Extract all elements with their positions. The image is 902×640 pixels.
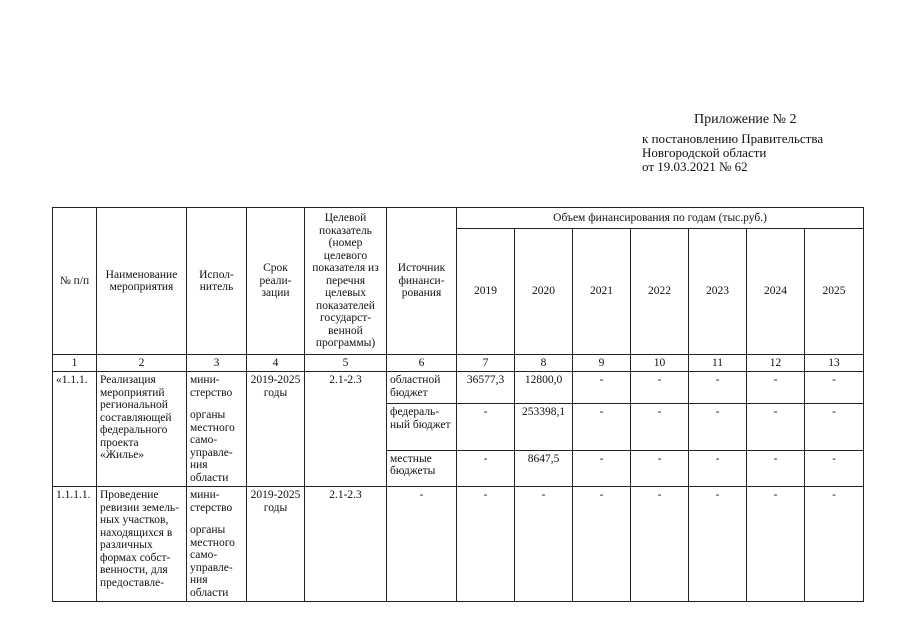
row-value: -: [805, 450, 864, 486]
row-value: -: [573, 372, 631, 404]
row-value: -: [747, 450, 805, 486]
funding-table: [52, 207, 864, 602]
row-value: -: [805, 372, 864, 404]
row-num: 1.1.1.1.: [53, 487, 97, 602]
table-row: [53, 372, 864, 404]
header-executor: Испол-нитель: [187, 208, 247, 355]
header-year: 2019: [457, 229, 515, 355]
column-number: 12: [747, 355, 805, 372]
column-number: 3: [187, 355, 247, 372]
column-number: 8: [515, 355, 573, 372]
row-value: -: [457, 450, 515, 486]
row-value: 8647,5: [515, 450, 573, 486]
row-value: -: [747, 404, 805, 450]
annex-subtitle: [642, 132, 823, 174]
row-source: местные бюджеты: [387, 450, 457, 486]
header-funding-group: Объем финансирования по годам (тыс.руб.): [457, 208, 864, 229]
row-value: -: [689, 372, 747, 404]
row-name: Реализация мероприятий региональной составляющей федерального проекта «Жилье»: [97, 372, 187, 487]
row-value: -: [573, 450, 631, 486]
header-num: № п/п: [53, 208, 97, 355]
column-number: 11: [689, 355, 747, 372]
row-source: -: [387, 487, 457, 602]
row-value: -: [747, 372, 805, 404]
annex-line-1: к постановлению Правительства: [642, 131, 824, 146]
annex-title: Приложение № 2: [694, 112, 797, 127]
row-value: -: [631, 450, 689, 486]
row-name: Проведение ревизии земель-ных участков, находящихся в различных формах собст-венности, для предоставле-: [97, 487, 187, 602]
header-target: Целевой показатель (номер целевого показателя из перечня целевых показателей государст-венной программы): [305, 208, 387, 355]
annex-line-3: от 19.03.2021 № 62: [642, 159, 748, 174]
row-value: 36577,3: [457, 372, 515, 404]
row-source: федераль-ный бюджет: [387, 404, 457, 450]
row-value: -: [805, 487, 864, 602]
column-number: 7: [457, 355, 515, 372]
header-year: 2020: [515, 229, 573, 355]
row-source: областной бюджет: [387, 372, 457, 404]
row-value: 12800,0: [515, 372, 573, 404]
row-value: -: [515, 487, 573, 602]
row-value: -: [689, 487, 747, 602]
column-number: 4: [247, 355, 305, 372]
header-name: Наименование мероприятия: [97, 208, 187, 355]
header-year: 2024: [747, 229, 805, 355]
row-term: 2019-2025 годы: [247, 487, 305, 602]
column-number: 13: [805, 355, 864, 372]
header-source: Источник финанси-рования: [387, 208, 457, 355]
annex-line-2: Новгородской области: [642, 145, 767, 160]
row-target: 2.1-2.3: [305, 372, 387, 487]
table-row: [53, 487, 864, 602]
header-year: 2021: [573, 229, 631, 355]
row-value: -: [747, 487, 805, 602]
row-target: 2.1-2.3: [305, 487, 387, 602]
row-value: -: [457, 487, 515, 602]
column-number: 5: [305, 355, 387, 372]
header-year: 2025: [805, 229, 864, 355]
row-executor: [187, 372, 247, 487]
row-executor: [187, 487, 247, 602]
column-number: 6: [387, 355, 457, 372]
row-value: -: [805, 404, 864, 450]
column-number: 2: [97, 355, 187, 372]
header-term: Срок реали-зации: [247, 208, 305, 355]
row-value: -: [631, 404, 689, 450]
header-year: 2022: [631, 229, 689, 355]
column-number-row: [53, 355, 864, 372]
executor-ministry: мини-стерство: [190, 374, 233, 399]
row-term: 2019-2025 годы: [247, 372, 305, 487]
row-value: -: [631, 372, 689, 404]
row-value: -: [573, 487, 631, 602]
header-year: 2023: [689, 229, 747, 355]
row-value: -: [689, 450, 747, 486]
executor-local: органы местного само-управле-ния области: [190, 409, 235, 484]
row-num: «1.1.1.: [53, 372, 97, 487]
executor-ministry: мини-стерство: [190, 489, 233, 514]
row-value: 253398,1: [515, 404, 573, 450]
column-number: 1: [53, 355, 97, 372]
column-number: 10: [631, 355, 689, 372]
row-value: -: [689, 404, 747, 450]
row-value: -: [457, 404, 515, 450]
executor-local: органы местного само-управле-ния области: [190, 524, 235, 599]
row-value: -: [573, 404, 631, 450]
row-value: -: [631, 487, 689, 602]
column-number: 9: [573, 355, 631, 372]
